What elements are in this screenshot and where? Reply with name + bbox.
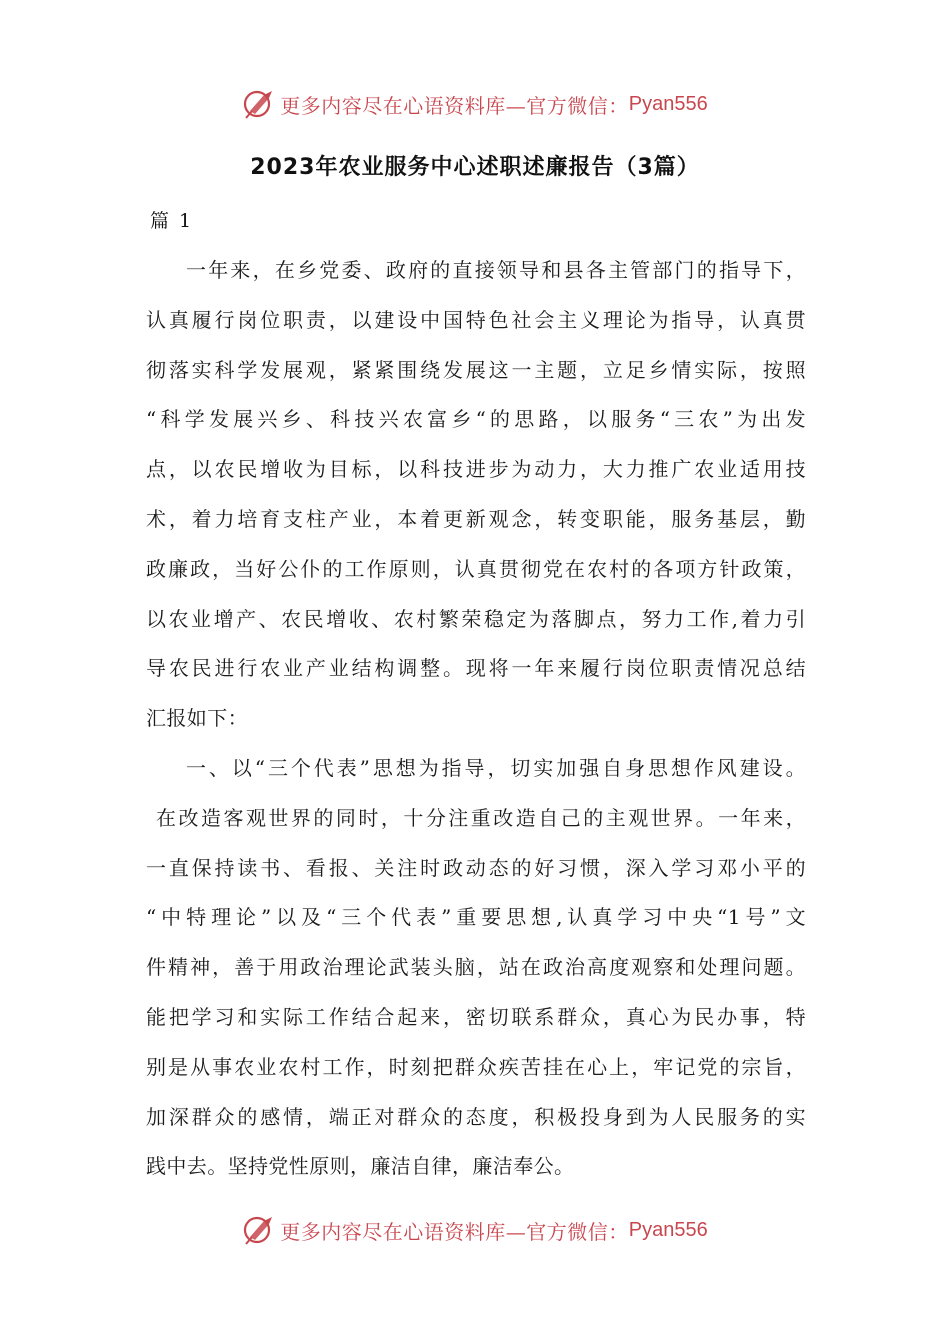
body-line: “中特理论”以及“三个代表”重要思想,认真学习中央“1号”文 <box>146 905 806 930</box>
body-line: 一直保持读书、看报、关注时政动态的好习惯，深入学习邓小平的 <box>146 855 806 880</box>
body-line: 汇报如下： <box>146 706 248 731</box>
pen-nib-logo-icon <box>242 1213 276 1247</box>
banner-wechat-id: Pyan556 <box>628 1218 708 1241</box>
body-line: 导农民进行农业产业结构调整。现将一年来履行岗位职责情况总结 <box>146 656 806 681</box>
pen-nib-logo-icon <box>242 87 276 121</box>
body-line: 件精神，善于用政治理论武装头脑，站在政治高度观察和处理问题。 <box>146 955 806 980</box>
body-line: 认真履行岗位职责，以建设中国特色社会主义理论为指导，认真贯 <box>146 307 806 332</box>
banner-wechat-id: Pyan556 <box>628 92 708 115</box>
banner-text: 更多内容尽在心语资料库—官方微信： <box>280 1219 629 1244</box>
footer-watermark-banner <box>0 1210 950 1250</box>
body-line: 别是从事农业农村工作，时刻把群众疾苦挂在心上，牢记党的宗旨， <box>146 1054 806 1079</box>
body-line: 一、以“三个代表”思想为指导，切实加强自身思想作风建设。 <box>186 755 806 780</box>
section-label: 篇 1 <box>150 210 194 232</box>
body-line: 践中去。坚持党性原则，廉洁自律，廉洁奉公。 <box>146 1154 575 1179</box>
body-line: 以农业增产、农民增收、农村繁荣稳定为落脚点，努力工作,着力引 <box>146 606 806 631</box>
body-line: 彻落实科学发展观，紧紧围绕发展这一主题，立足乡情实际，按照 <box>146 357 806 382</box>
banner-text: 更多内容尽在心语资料库—官方微信： <box>280 93 629 118</box>
body-line: 政廉政，当好公仆的工作原则，认真贯彻党在农村的各项方针政策， <box>146 556 806 581</box>
body-line: 能把学习和实际工作结合起来，密切联系群众，真心为民办事，特 <box>146 1004 806 1029</box>
body-line: 术，着力培育支柱产业，本着更新观念，转变职能，服务基层，勤 <box>146 506 806 531</box>
body-line: 加深群众的感情，端正对群众的态度，积极投身到为人民服务的实 <box>146 1104 806 1129</box>
document-title: 2023年农业服务中心述职述廉报告（3篇） <box>250 155 700 180</box>
header-watermark-banner <box>0 84 950 124</box>
body-line: 在改造客观世界的同时，十分注重改造自己的主观世界。一年来， <box>156 805 806 830</box>
body-line: 点，以农民增收为目标，以科技进步为动力，大力推广农业适用技 <box>146 457 806 482</box>
document-body <box>146 246 806 1192</box>
body-line: “科学发展兴乡、科技兴农富乡“的思路，以服务“三农”为出发 <box>146 407 806 432</box>
body-line: 一年来，在乡党委、政府的直接领导和县各主管部门的指导下， <box>186 258 806 282</box>
